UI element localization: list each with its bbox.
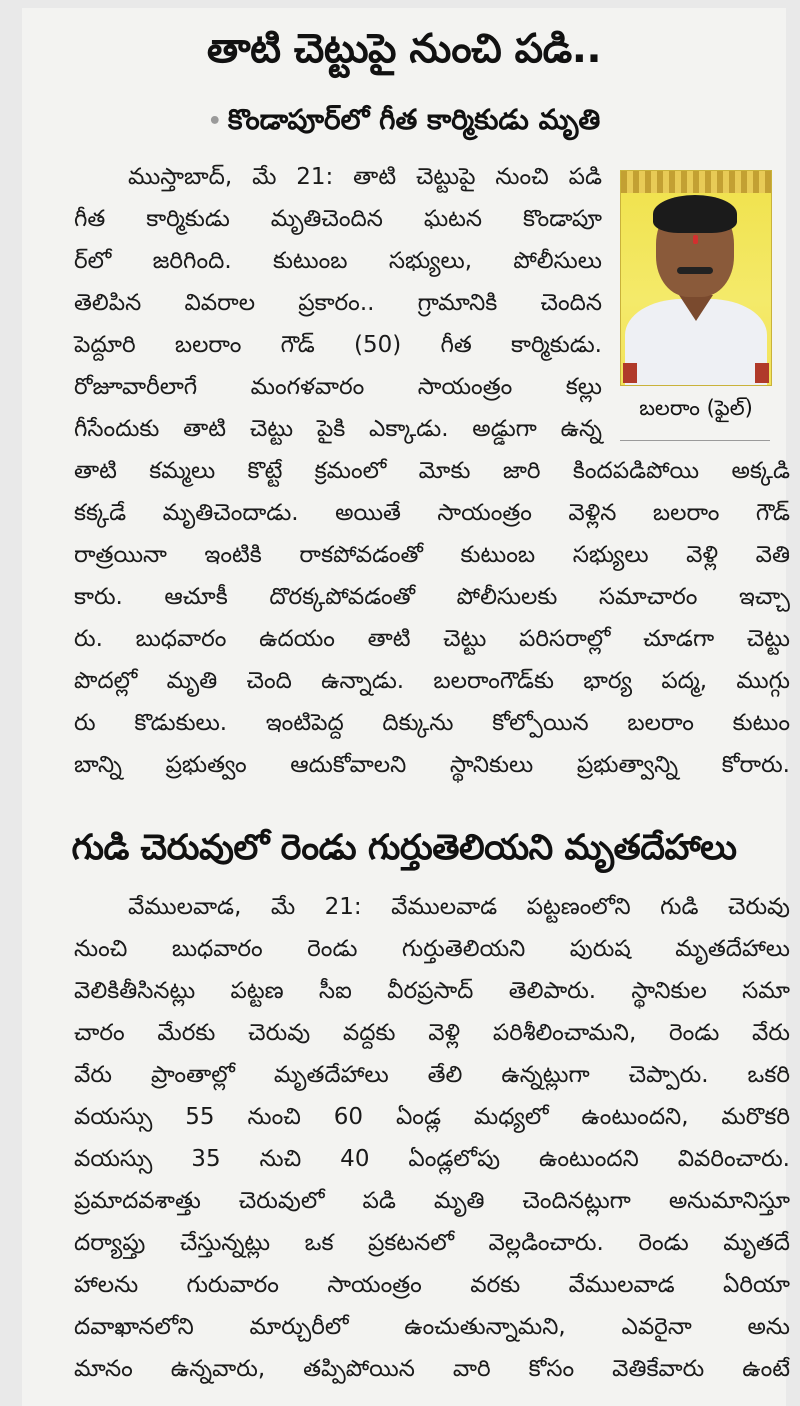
article2-line: దర్యాప్తు చేస్తున్నట్లు ఒక ప్రకటనలో వెల్లడించారు. రెండు మృతదే [74,1230,790,1256]
photo-moustache [677,267,713,274]
photo-lamp-left [623,363,637,383]
article2-line: దవాఖానలోని మార్చురీలో ఉంచుతున్నామని, ఎవరైనా అను [74,1314,790,1340]
article2-line: వేములవాడ, మే 21: వేములవాడ పట్టణంలోని గుడి చెరువు [128,894,790,920]
article2-line: ప్రమాదవశాత్తు చెరువులో పడి మృతి చెందినట్లుగా అనుమానిస్తూ [74,1188,790,1214]
article2-line: మానం ఉన్నవారు, తప్పిపోయిన వారి కోసం వెతికేవారు ఉంటే [74,1356,790,1382]
subheadline-text: కొండాపూర్‌లో గీత కార్మికుడు మృతి [227,103,601,136]
article2-line: వెలికితీసినట్లు పట్టణ సీఐ వీరప్రసాద్ తెలిపారు. స్థానికుల సమా [74,978,790,1004]
article2-line: నుంచి బుధవారం రెండు గుర్తుతెలియని పురుష మృతదేహాలు [74,936,790,962]
article1-line: రు కొడుకులు. ఇంటిపెద్ద దిక్కును కోల్పోయిన బలరాం కుటుం [74,710,790,736]
bullet-icon: • [207,108,222,134]
subheadline [22,103,786,143]
article1-line: కక్కడే మృతిచెందాడు. అయితే సాయంత్రం వెళ్లిన బలరాం గౌడ్ [74,500,790,526]
article1-line: తాటి కమ్మలు కొట్టే క్రమంలో మోకు జారి కిందపడిపోయి అక్కడి [74,458,790,484]
caption-divider [620,440,770,441]
article1-line: రోజూవారీలాగే మంగళవారం సాయంత్రం కల్లు [74,374,602,400]
article1-body-wide [74,450,790,786]
article2-line: వేరు ప్రాంతాల్లో మృతదేహాలు తేలి ఉన్నట్లుగా చెప్పారు. ఒకరి [74,1062,790,1088]
photo-lamp-right [755,363,769,383]
article1-line: పొదల్లో మృతి చెంది ఉన్నాడు. బలరాంగౌడ్‌కు భార్య పద్మ, ముగ్గు [74,668,790,694]
article1-line: తెలిపిన వివరాల ప్రకారం.. గ్రామానికి చెందిన [74,290,602,316]
article1-line: ర్‌లో జరిగింది. కుటుంబ సభ్యులు, పోలీసులు [74,248,602,274]
headline-unidentified-bodies: గుడి చెరువులో రెండు గుర్తుతెలియని మృతదేహాలు [71,828,737,868]
photo-tilak [693,235,698,244]
headline-palm-tree-fall: తాటి చెట్టుపై నుంచి పడి.. [206,26,602,72]
article2-line: చారం మేరకు చెరువు వద్దకు వెళ్లి పరిశీలించామని, రెండు వేరు [74,1020,790,1046]
article2-body [74,886,790,1390]
article2-line: హాలను గురువారం సాయంత్రం వరకు వేములవాడ ఏరియా [74,1272,790,1298]
article2-line: వయస్సు 55 నుంచి 60 ఏండ్ల మధ్యలో ఉంటుందని, మరొకరి [74,1104,790,1130]
article1-line: రు. బుధవారం ఉదయం తాటి చెట్టు పరిసరాల్లో చూడగా చెట్టు [74,626,790,652]
photo-hair [653,195,737,233]
article1-line: ముస్తాబాద్, మే 21: తాటి చెట్టుపై నుంచి పడి [128,164,602,190]
article1-body-narrow [74,156,602,450]
photo-caption: బలరాం (ఫైల్) [639,396,753,420]
article1-line: పెద్దూరి బలరాం గౌడ్ (50) గీత కార్మికుడు. [74,332,602,358]
article1-line: బాన్ని ప్రభుత్వం ఆదుకోవాలని స్థానికులు ప్రభుత్వాన్ని కోరారు. [74,752,790,778]
article1-line: గీసేందుకు తాటి చెట్టు పైకి ఎక్కాడు. అడ్డుగా ఉన్న [74,416,602,442]
photo-frame-decoration [621,171,771,193]
article1-line: గీత కార్మికుడు మృతిచెందిన ఘటన కొండాపూ [74,206,602,232]
article2-line: వయస్సు 35 నుచి 40 ఏండ్లలోపు ఉంటుందని వివరించారు. [74,1146,790,1172]
article1-line: కారు. ఆచూకీ దొరక్కపోవడంతో పోలీసులకు సమాచారం ఇచ్చా [74,584,790,610]
photo-balaram [620,170,772,386]
article1-line: రాత్రయినా ఇంటికి రాకపోవడంతో కుటుంబ సభ్యులు వెళ్లి వెతి [74,542,790,568]
newspaper-clipping [22,8,790,1406]
